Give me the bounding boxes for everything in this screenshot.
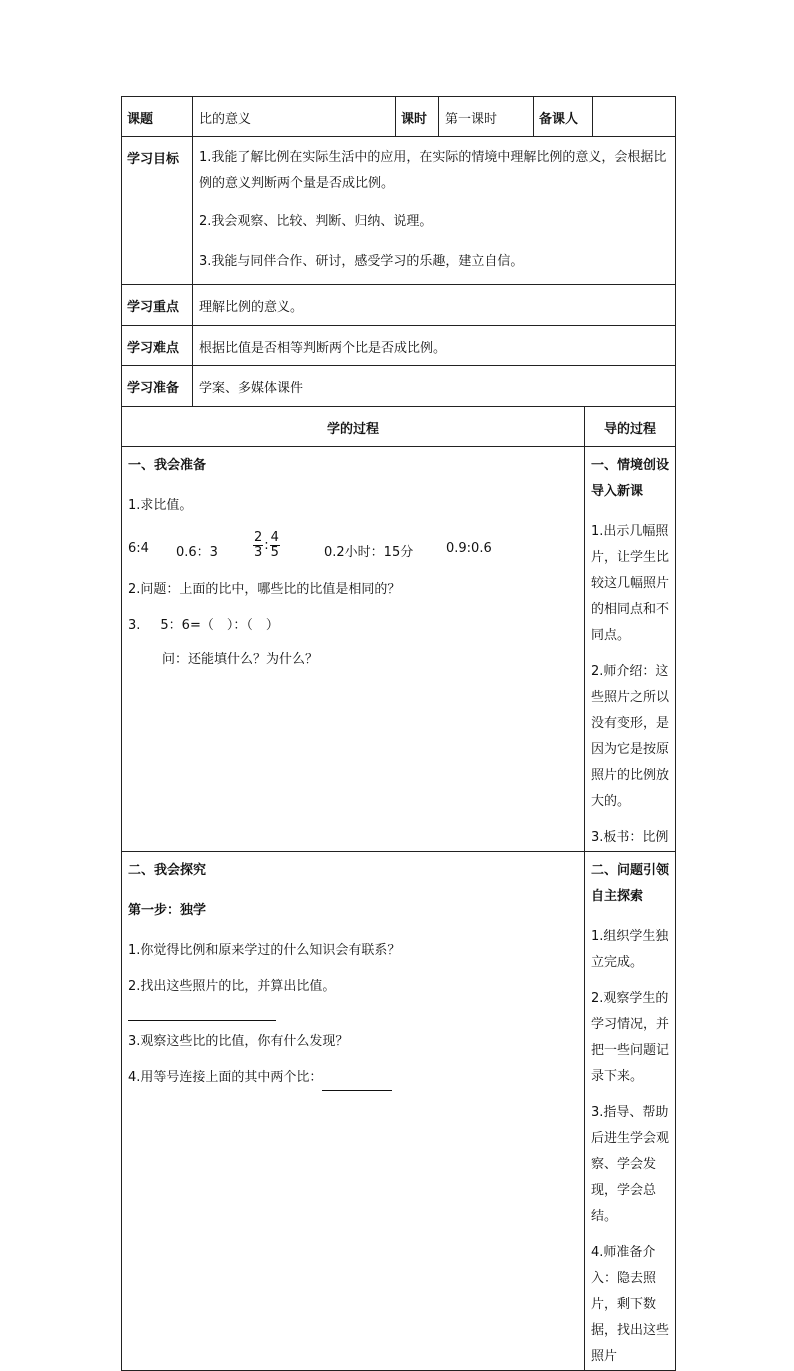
- goal-item: 3.我能与同伴合作、研讨，感受学习的乐趣，建立自信。: [199, 254, 524, 269]
- topic-label: 课题: [122, 97, 193, 137]
- lesson-plan-table: [121, 96, 683, 1371]
- period-value: 第一课时: [439, 97, 534, 137]
- key-point-label: 学习重点: [122, 285, 193, 326]
- process-header-row: [122, 407, 676, 447]
- difficulty-label: 学习难点: [122, 326, 193, 366]
- preparation-value: 学案、多媒体课件: [193, 366, 676, 407]
- key-point-row: [122, 285, 676, 326]
- fraction: $\frac{4}{5}$: [270, 530, 279, 560]
- goal-item: 2.我会观察、比较、判断、归纳、说理。: [199, 214, 433, 229]
- learn-process-header: 学的过程: [122, 407, 585, 447]
- ratio-e: 0.9:0.6: [446, 541, 492, 556]
- guide-item: 2.师介绍：这些照片之所以没有变形，是因为它是按原照片的比例放大的。: [591, 664, 670, 809]
- lesson-plan-sheet: [121, 96, 683, 1371]
- section1-guide: [585, 447, 676, 852]
- section1-item3-question: 问：还能填什么？为什么？: [162, 652, 319, 667]
- guide-item: 1.组织学生独立完成。: [591, 929, 669, 970]
- guide-process-header: 导的过程: [585, 407, 676, 447]
- guide-item: 4.师准备介入：隐去照片，剩下数据，找出这些照片: [591, 1245, 670, 1364]
- section2-learn-title: 二、我会探究: [128, 863, 207, 878]
- ratio-a: 6:4: [128, 541, 149, 556]
- section2-guide: [585, 852, 683, 1371]
- fraction: $\frac{2}{3}$: [254, 530, 263, 560]
- ratio-d: 0.2小时：15分: [324, 545, 414, 560]
- guide-item: 3.指导、帮助后进生学会观察、学会发现，学会总结。: [591, 1105, 670, 1224]
- key-point-value: 理解比例的意义。: [193, 285, 676, 326]
- preparer-label: 备课人: [534, 97, 593, 137]
- section2-q2: 2.找出这些照片的比，并算出比值。: [128, 979, 336, 994]
- section1-item2: 2.问题：上面的比中，哪些比的比值是相同的？: [128, 582, 401, 597]
- header-row: [122, 97, 676, 137]
- answer-blank[interactable]: [322, 1076, 392, 1091]
- goal-item: 1.我能了解比例在实际生活中的应用，在实际的情境中理解比例的意义，会根据比例的意义判断两个量是否成比例。: [199, 150, 667, 191]
- guide-item: 3.板书：比例: [591, 830, 669, 845]
- period-label: 课时: [396, 97, 439, 137]
- guide-item: 2.观察学生的学习情况，并把一些问题记录下来。: [591, 991, 670, 1084]
- section2-learn: [122, 852, 585, 1371]
- section1-learn-title: 一、我会准备: [128, 458, 207, 473]
- section2-guide-title: 二、问题引领 自主探索: [591, 863, 683, 904]
- section1-item3: 3. 5：6=（ ）：（ ）: [128, 618, 279, 633]
- section2-step-title: 第一步：独学: [128, 903, 207, 918]
- section2-q4: 4.用等号连接上面的其中两个比：: [128, 1065, 578, 1091]
- section1-item1: 1.求比值。: [128, 498, 193, 513]
- section2-row: [122, 852, 676, 1371]
- fraction-ratio: $\frac{2}{3}$ : $\frac{4}{5}$: [254, 530, 279, 560]
- ratio-b: 0.6：3: [176, 545, 218, 560]
- section2-q3: 3.观察这些比的比值，你有什么发现？: [128, 1034, 349, 1049]
- preparation-row: [122, 366, 676, 407]
- goals-row: [122, 137, 676, 285]
- goals-content: [193, 137, 676, 285]
- guide-item: 1.出示几幅照片，让学生比较这几幅照片的相同点和不同点。: [591, 524, 670, 643]
- difficulty-row: [122, 326, 676, 366]
- goals-label: 学习目标: [122, 137, 193, 285]
- section1-learn: [122, 447, 585, 852]
- preparation-label: 学习准备: [122, 366, 193, 407]
- answer-line[interactable]: [128, 1004, 276, 1021]
- section1-guide-title: 一、情境创设 导入新课: [591, 458, 670, 499]
- topic-value: 比的意义: [193, 97, 396, 137]
- section1-row: [122, 447, 676, 852]
- preparer-value: [593, 97, 676, 137]
- difficulty-value: 根据比值是否相等判断两个比是否成比例。: [193, 326, 676, 366]
- ratio-list: [128, 529, 578, 569]
- section2-q1: 1.你觉得比例和原来学过的什么知识会有联系？: [128, 943, 401, 958]
